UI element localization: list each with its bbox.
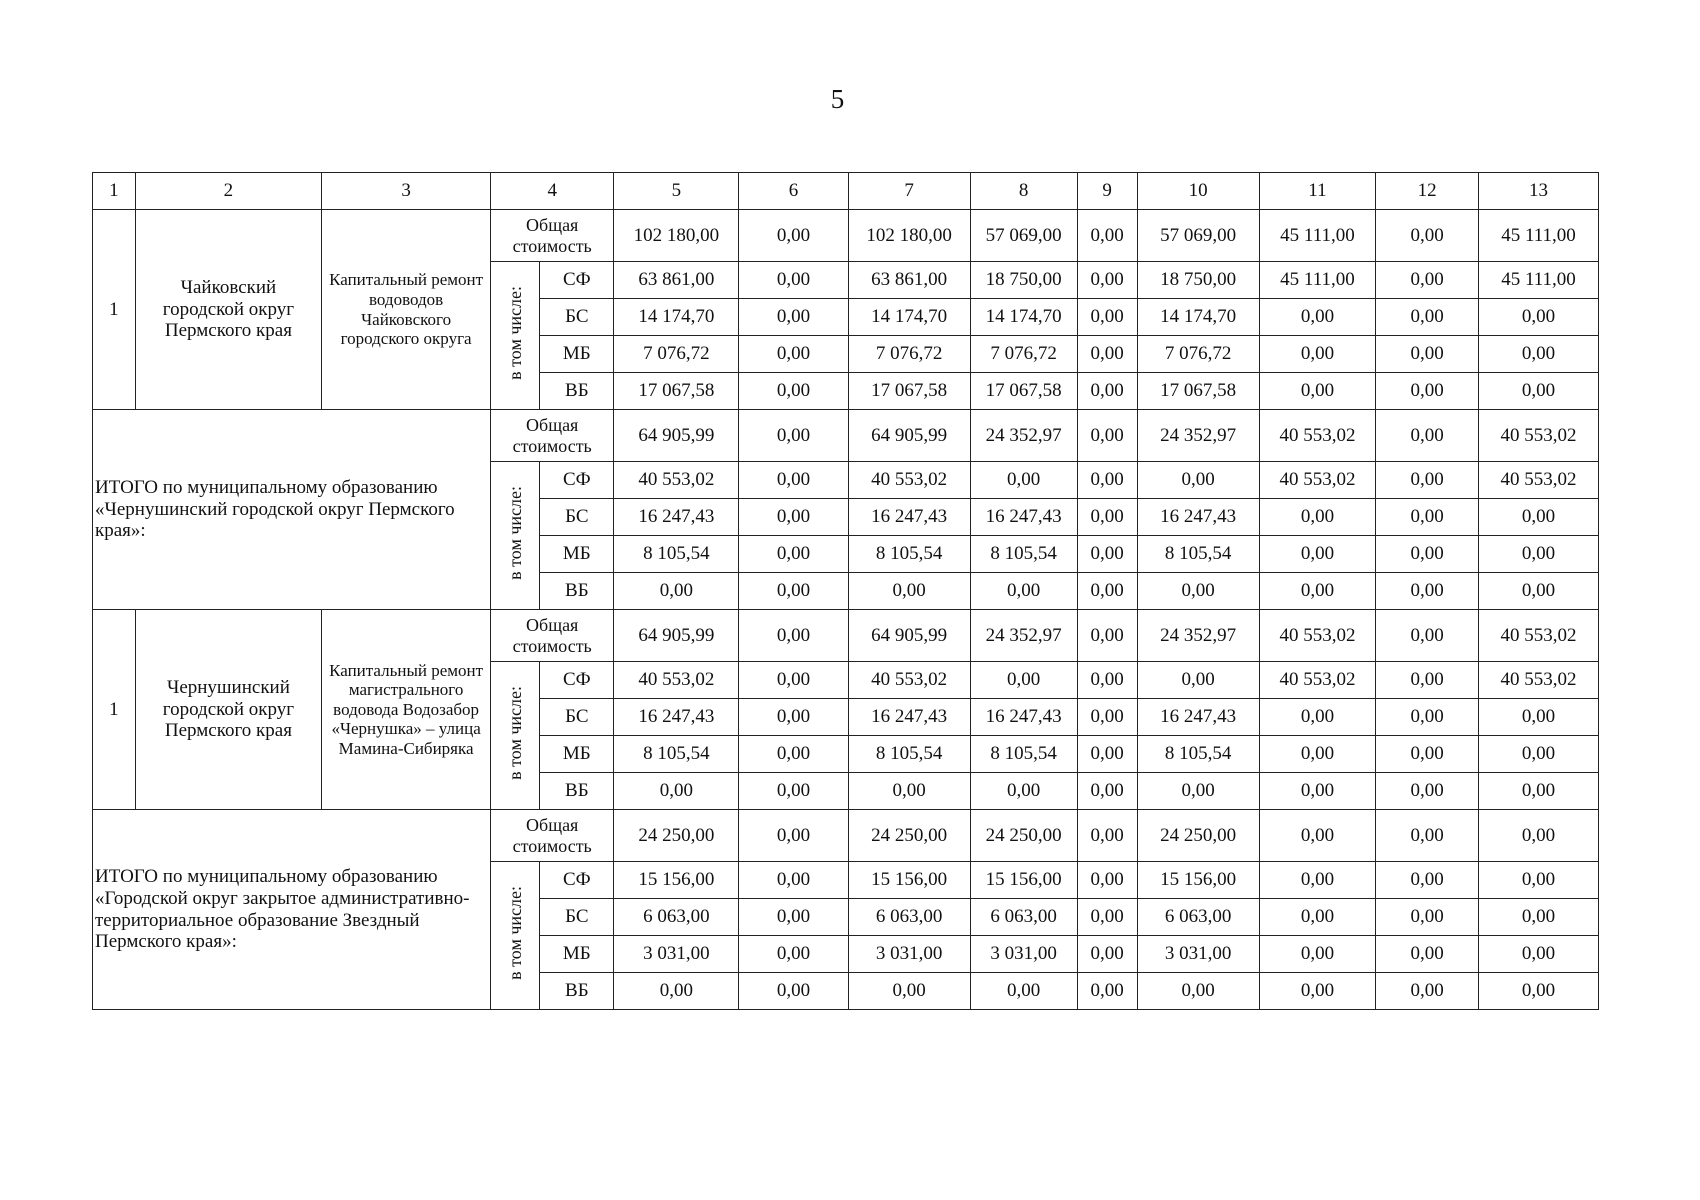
- value-cell: 0,00: [1077, 336, 1137, 373]
- value-cell: 0,00: [614, 973, 739, 1010]
- value-cell: 40 553,02: [1479, 610, 1599, 662]
- budget-table: [92, 172, 1599, 1010]
- value-cell: 0,00: [1259, 373, 1376, 410]
- value-cell: 64 905,99: [848, 410, 970, 462]
- row-number: 1: [93, 210, 136, 410]
- header-cell: 6: [739, 173, 848, 210]
- value-cell: 0,00: [1376, 699, 1479, 736]
- value-cell: 0,00: [1479, 499, 1599, 536]
- header-cell: 12: [1376, 173, 1479, 210]
- value-cell: 0,00: [1259, 336, 1376, 373]
- value-cell: 15 156,00: [614, 862, 739, 899]
- value-cell: 40 553,02: [1479, 662, 1599, 699]
- value-cell: 0,00: [739, 499, 848, 536]
- value-cell: 0,00: [739, 536, 848, 573]
- value-cell: 40 553,02: [1479, 462, 1599, 499]
- value-cell: 102 180,00: [848, 210, 970, 262]
- value-cell: 8 105,54: [614, 536, 739, 573]
- value-cell: 0,00: [1077, 210, 1137, 262]
- value-cell: 0,00: [1137, 462, 1259, 499]
- value-cell: 0,00: [739, 410, 848, 462]
- funding-code: ВБ: [540, 973, 614, 1010]
- value-cell: 0,00: [1077, 299, 1137, 336]
- value-cell: 0,00: [1077, 662, 1137, 699]
- header-cell: 1: [93, 173, 136, 210]
- value-cell: 0,00: [1479, 736, 1599, 773]
- section-total-row: [93, 610, 1599, 662]
- value-cell: 0,00: [1137, 662, 1259, 699]
- funding-code: СФ: [540, 262, 614, 299]
- total-cost-label: Общая стоимость: [491, 410, 614, 462]
- value-cell: 0,00: [970, 573, 1077, 610]
- in-number-cell: [491, 462, 540, 610]
- value-cell: 0,00: [1376, 210, 1479, 262]
- header-cell: 4: [491, 173, 614, 210]
- value-cell: 0,00: [1259, 862, 1376, 899]
- value-cell: 0,00: [1077, 736, 1137, 773]
- in-number-cell: [491, 662, 540, 810]
- value-cell: 0,00: [1376, 499, 1479, 536]
- value-cell: 0,00: [1376, 973, 1479, 1010]
- value-cell: 0,00: [1259, 899, 1376, 936]
- total-cost-label: Общая стоимость: [491, 610, 614, 662]
- value-cell: 0,00: [1077, 899, 1137, 936]
- value-cell: 0,00: [1479, 862, 1599, 899]
- value-cell: 0,00: [1259, 573, 1376, 610]
- value-cell: 0,00: [1077, 262, 1137, 299]
- value-cell: 0,00: [1259, 736, 1376, 773]
- value-cell: 24 352,97: [1137, 410, 1259, 462]
- value-cell: 7 076,72: [1137, 336, 1259, 373]
- value-cell: 15 156,00: [1137, 862, 1259, 899]
- municipality-name: Чайковский городской округ Пермского края: [135, 210, 321, 410]
- funding-code: СФ: [540, 862, 614, 899]
- value-cell: 0,00: [1376, 410, 1479, 462]
- value-cell: 0,00: [739, 773, 848, 810]
- funding-code: ВБ: [540, 573, 614, 610]
- value-cell: 0,00: [1479, 536, 1599, 573]
- value-cell: 0,00: [1376, 662, 1479, 699]
- value-cell: 63 861,00: [848, 262, 970, 299]
- value-cell: 0,00: [970, 773, 1077, 810]
- value-cell: 0,00: [1376, 862, 1479, 899]
- header-cell: 3: [322, 173, 491, 210]
- value-cell: 0,00: [1479, 299, 1599, 336]
- value-cell: 45 111,00: [1259, 210, 1376, 262]
- value-cell: 0,00: [1077, 573, 1137, 610]
- value-cell: 64 905,99: [848, 610, 970, 662]
- value-cell: 0,00: [1376, 373, 1479, 410]
- value-cell: 14 174,70: [614, 299, 739, 336]
- value-cell: 40 553,02: [1259, 610, 1376, 662]
- project-name: Капитальный ремонт водоводов Чайковского городского округа: [322, 210, 491, 410]
- value-cell: 0,00: [1376, 899, 1479, 936]
- value-cell: 3 031,00: [1137, 936, 1259, 973]
- value-cell: 17 067,58: [1137, 373, 1259, 410]
- value-cell: 18 750,00: [970, 262, 1077, 299]
- value-cell: 8 105,54: [848, 536, 970, 573]
- value-cell: 0,00: [1376, 573, 1479, 610]
- value-cell: 16 247,43: [614, 499, 739, 536]
- value-cell: 0,00: [848, 573, 970, 610]
- header-cell: 9: [1077, 173, 1137, 210]
- itogo-label: ИТОГО по муниципальному образованию «Чернушинский городской округ Пермского края»:: [93, 410, 491, 610]
- in-number-label: в том числе:: [504, 285, 525, 380]
- header-row: [93, 173, 1599, 210]
- value-cell: 0,00: [1376, 262, 1479, 299]
- value-cell: 24 250,00: [848, 810, 970, 862]
- value-cell: 17 067,58: [848, 373, 970, 410]
- header-cell: 2: [135, 173, 321, 210]
- value-cell: 0,00: [739, 462, 848, 499]
- value-cell: 0,00: [970, 662, 1077, 699]
- funding-code: ВБ: [540, 373, 614, 410]
- value-cell: 8 105,54: [1137, 536, 1259, 573]
- value-cell: 16 247,43: [970, 699, 1077, 736]
- value-cell: 0,00: [1479, 573, 1599, 610]
- value-cell: 6 063,00: [970, 899, 1077, 936]
- value-cell: 0,00: [1259, 810, 1376, 862]
- funding-code: БС: [540, 299, 614, 336]
- value-cell: 24 250,00: [1137, 810, 1259, 862]
- value-cell: 16 247,43: [848, 699, 970, 736]
- value-cell: 40 553,02: [848, 662, 970, 699]
- section-total-row: [93, 210, 1599, 262]
- value-cell: 7 076,72: [614, 336, 739, 373]
- value-cell: 3 031,00: [848, 936, 970, 973]
- value-cell: 0,00: [1077, 810, 1137, 862]
- value-cell: 8 105,54: [970, 536, 1077, 573]
- value-cell: 8 105,54: [970, 736, 1077, 773]
- value-cell: 0,00: [739, 662, 848, 699]
- value-cell: 0,00: [1077, 373, 1137, 410]
- funding-code: МБ: [540, 936, 614, 973]
- funding-code: СФ: [540, 462, 614, 499]
- value-cell: 17 067,58: [614, 373, 739, 410]
- value-cell: 16 247,43: [614, 699, 739, 736]
- value-cell: 0,00: [1077, 462, 1137, 499]
- value-cell: 14 174,70: [848, 299, 970, 336]
- funding-code: БС: [540, 699, 614, 736]
- value-cell: 0,00: [1077, 410, 1137, 462]
- value-cell: 6 063,00: [848, 899, 970, 936]
- value-cell: 0,00: [1376, 736, 1479, 773]
- value-cell: 0,00: [970, 973, 1077, 1010]
- value-cell: 0,00: [739, 336, 848, 373]
- total-cost-label: Общая стоимость: [491, 810, 614, 862]
- value-cell: 0,00: [739, 810, 848, 862]
- funding-code: МБ: [540, 336, 614, 373]
- value-cell: 0,00: [739, 862, 848, 899]
- value-cell: 0,00: [739, 373, 848, 410]
- value-cell: 0,00: [1479, 373, 1599, 410]
- funding-code: МБ: [540, 536, 614, 573]
- value-cell: 0,00: [1077, 699, 1137, 736]
- value-cell: 24 250,00: [614, 810, 739, 862]
- value-cell: 0,00: [1259, 699, 1376, 736]
- header-cell: 8: [970, 173, 1077, 210]
- in-number-label: в том числе:: [504, 685, 525, 780]
- value-cell: 64 905,99: [614, 610, 739, 662]
- value-cell: 16 247,43: [970, 499, 1077, 536]
- funding-code: БС: [540, 899, 614, 936]
- value-cell: 40 553,02: [1479, 410, 1599, 462]
- value-cell: 0,00: [1376, 936, 1479, 973]
- value-cell: 0,00: [1479, 336, 1599, 373]
- value-cell: 45 111,00: [1479, 262, 1599, 299]
- value-cell: 0,00: [1376, 810, 1479, 862]
- value-cell: 0,00: [1077, 536, 1137, 573]
- value-cell: 0,00: [739, 973, 848, 1010]
- value-cell: 0,00: [739, 299, 848, 336]
- value-cell: 40 553,02: [1259, 662, 1376, 699]
- value-cell: 0,00: [1376, 610, 1479, 662]
- value-cell: 0,00: [1479, 810, 1599, 862]
- value-cell: 0,00: [848, 973, 970, 1010]
- itogo-label: ИТОГО по муниципальному образованию «Городской округ закрытое административно-территориальное образование Звездный Пермского края»:: [93, 810, 491, 1010]
- value-cell: 0,00: [1259, 936, 1376, 973]
- value-cell: 102 180,00: [614, 210, 739, 262]
- value-cell: 0,00: [739, 262, 848, 299]
- section-total-row: [93, 410, 1599, 462]
- value-cell: 40 553,02: [614, 462, 739, 499]
- value-cell: 64 905,99: [614, 410, 739, 462]
- value-cell: 0,00: [1259, 536, 1376, 573]
- value-cell: 0,00: [739, 899, 848, 936]
- value-cell: 0,00: [1376, 773, 1479, 810]
- value-cell: 0,00: [614, 573, 739, 610]
- value-cell: 0,00: [739, 610, 848, 662]
- value-cell: 0,00: [1137, 573, 1259, 610]
- value-cell: 45 111,00: [1259, 262, 1376, 299]
- value-cell: 14 174,70: [1137, 299, 1259, 336]
- value-cell: 0,00: [1077, 936, 1137, 973]
- value-cell: 18 750,00: [1137, 262, 1259, 299]
- project-name: Капитальный ремонт магистрального водовода Водозабор «Чернушка» – улица Мамина-Сибиряка: [322, 610, 491, 810]
- value-cell: 0,00: [1259, 499, 1376, 536]
- value-cell: 0,00: [1376, 536, 1479, 573]
- value-cell: 14 174,70: [970, 299, 1077, 336]
- value-cell: 0,00: [1376, 336, 1479, 373]
- value-cell: 3 031,00: [970, 936, 1077, 973]
- value-cell: 0,00: [1479, 973, 1599, 1010]
- value-cell: 0,00: [1259, 973, 1376, 1010]
- value-cell: 0,00: [1259, 773, 1376, 810]
- value-cell: 0,00: [970, 462, 1077, 499]
- value-cell: 24 352,97: [970, 410, 1077, 462]
- value-cell: 0,00: [1376, 299, 1479, 336]
- value-cell: 57 069,00: [1137, 210, 1259, 262]
- header-cell: 13: [1479, 173, 1599, 210]
- header-cell: 5: [614, 173, 739, 210]
- funding-code: ВБ: [540, 773, 614, 810]
- in-number-label: в том числе:: [504, 485, 525, 580]
- value-cell: 0,00: [1077, 973, 1137, 1010]
- header-cell: 10: [1137, 173, 1259, 210]
- value-cell: 40 553,02: [1259, 462, 1376, 499]
- value-cell: 0,00: [1479, 936, 1599, 973]
- section-total-row: [93, 810, 1599, 862]
- value-cell: 15 156,00: [970, 862, 1077, 899]
- municipality-name: Чернушинский городской округ Пермского края: [135, 610, 321, 810]
- value-cell: 40 553,02: [614, 662, 739, 699]
- value-cell: 16 247,43: [848, 499, 970, 536]
- value-cell: 0,00: [1479, 699, 1599, 736]
- value-cell: 24 250,00: [970, 810, 1077, 862]
- value-cell: 0,00: [1077, 773, 1137, 810]
- value-cell: 8 105,54: [614, 736, 739, 773]
- value-cell: 63 861,00: [614, 262, 739, 299]
- value-cell: 7 076,72: [970, 336, 1077, 373]
- funding-code: СФ: [540, 662, 614, 699]
- value-cell: 15 156,00: [848, 862, 970, 899]
- in-number-label: в том числе:: [504, 885, 525, 980]
- value-cell: 40 553,02: [848, 462, 970, 499]
- value-cell: 16 247,43: [1137, 699, 1259, 736]
- value-cell: 0,00: [1479, 899, 1599, 936]
- value-cell: 0,00: [739, 936, 848, 973]
- value-cell: 7 076,72: [848, 336, 970, 373]
- value-cell: 0,00: [1479, 773, 1599, 810]
- value-cell: 0,00: [1077, 499, 1137, 536]
- table-body: [93, 173, 1599, 1010]
- value-cell: 0,00: [1077, 862, 1137, 899]
- value-cell: 8 105,54: [1137, 736, 1259, 773]
- value-cell: 0,00: [848, 773, 970, 810]
- header-cell: 11: [1259, 173, 1376, 210]
- in-number-cell: [491, 262, 540, 410]
- value-cell: 0,00: [1137, 773, 1259, 810]
- value-cell: 0,00: [739, 699, 848, 736]
- value-cell: 16 247,43: [1137, 499, 1259, 536]
- value-cell: 0,00: [1077, 610, 1137, 662]
- page-number: 5: [830, 84, 845, 114]
- value-cell: 6 063,00: [614, 899, 739, 936]
- value-cell: 0,00: [739, 573, 848, 610]
- value-cell: 0,00: [1137, 973, 1259, 1010]
- total-cost-label: Общая стоимость: [491, 210, 614, 262]
- value-cell: 17 067,58: [970, 373, 1077, 410]
- value-cell: 0,00: [1376, 462, 1479, 499]
- value-cell: 24 352,97: [1137, 610, 1259, 662]
- value-cell: 40 553,02: [1259, 410, 1376, 462]
- funding-code: МБ: [540, 736, 614, 773]
- value-cell: 6 063,00: [1137, 899, 1259, 936]
- value-cell: 45 111,00: [1479, 210, 1599, 262]
- value-cell: 0,00: [1259, 299, 1376, 336]
- value-cell: 0,00: [614, 773, 739, 810]
- value-cell: 24 352,97: [970, 610, 1077, 662]
- value-cell: 0,00: [739, 210, 848, 262]
- funding-code: БС: [540, 499, 614, 536]
- value-cell: 3 031,00: [614, 936, 739, 973]
- value-cell: 57 069,00: [970, 210, 1077, 262]
- value-cell: 8 105,54: [848, 736, 970, 773]
- header-cell: 7: [848, 173, 970, 210]
- in-number-cell: [491, 862, 540, 1010]
- row-number: 1: [93, 610, 136, 810]
- value-cell: 0,00: [739, 736, 848, 773]
